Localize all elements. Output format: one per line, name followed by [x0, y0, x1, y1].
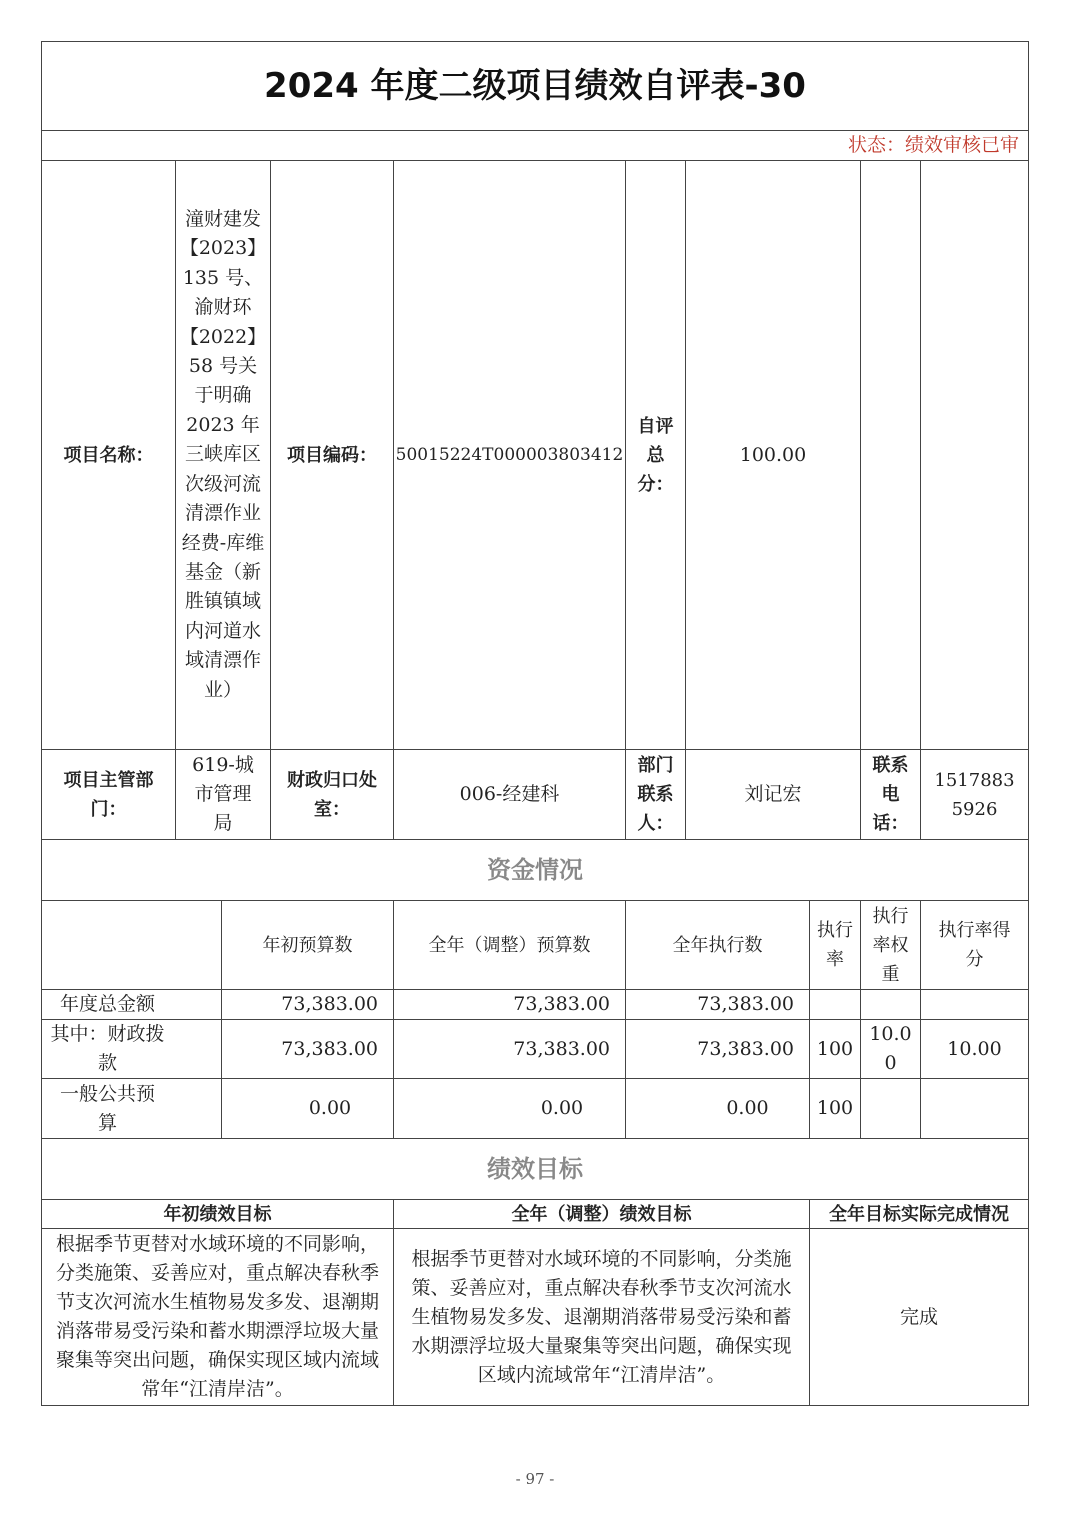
office-label: 财政归口处室：: [287, 769, 377, 820]
status-text: 状态：绩效审核已审: [847, 134, 1019, 156]
funds-row-score: [920, 1078, 1029, 1139]
funds-row-weight: [860, 1078, 921, 1139]
funds-row-initial: 0.00: [308, 1097, 352, 1119]
phone-value: 15178835926: [934, 769, 1015, 820]
funds-header-executed: 全年执行数: [672, 934, 763, 956]
funds-header-blank: [41, 900, 222, 990]
funds-row-score: 10.00: [947, 1037, 1002, 1060]
funds-row-weight: [860, 989, 921, 1020]
project-code-label: 项目编码：: [287, 444, 377, 466]
funds-row-rate: 100: [816, 1037, 854, 1060]
funds-section-title: 资金情况: [487, 855, 583, 884]
funds-row-executed: 73,383.00: [697, 1037, 794, 1060]
dept-value: 619-城市管理局: [192, 754, 254, 834]
funds-row-label: 年度总金额: [59, 993, 155, 1015]
funds-header-score: 执行率得分: [938, 920, 1011, 970]
goals-header-actual: 全年目标实际完成情况: [829, 1203, 1009, 1225]
funds-row-rate: [809, 989, 861, 1020]
cell-empty-a: [860, 160, 921, 750]
goals-header-adjusted: 全年（调整）绩效目标: [511, 1203, 692, 1225]
office-value: 006-经建科: [459, 783, 560, 805]
page-number: - 97 -: [515, 1469, 555, 1488]
funds-row-executed: 73,383.00: [697, 993, 794, 1015]
funds-row-rate: 100: [816, 1097, 854, 1119]
score-value: 100.00: [739, 443, 807, 466]
page-title: 2024 年度二级项目绩效自评表-30: [264, 65, 806, 106]
project-name-label: 项目名称：: [63, 444, 154, 466]
phone-label: 联系电话：: [872, 755, 909, 834]
funds-row-initial: 73,383.00: [281, 993, 378, 1015]
funds-row-adjusted: 0.00: [540, 1097, 584, 1119]
contact-label: 部门联系人：: [637, 755, 674, 834]
funds-row-score: [920, 989, 1029, 1020]
funds-header-initial: 年初预算数: [262, 934, 353, 956]
funds-header-adjusted: 全年（调整）预算数: [428, 934, 591, 956]
cell-empty-b: [920, 160, 1029, 750]
funds-row-label: 其中：财政拨款: [50, 1023, 165, 1074]
goals-actual-text: 完成: [899, 1305, 938, 1328]
funds-header-rate: 执行率: [817, 920, 853, 970]
funds-row-adjusted: 73,383.00: [513, 1037, 610, 1060]
project-name-value: 潼财建发【2023】135 号、渝财环【2022】58 号关于明确 2023 年三峡库区次级河流清漂作业经费-库维基金（新胜镇镇域内河道水域清漂作业）: [179, 208, 267, 701]
goals-section-title: 绩效目标: [487, 1154, 583, 1183]
goals-initial-text: 根据季节更替对水域环境的不同影响，分类施策、妥善应对，重点解决春秋季节支次河流水生植物易发多发、退潮期消落带易受污染和蓄水期漂浮垃圾大量聚集等突出问题，确保实现区域内流域常年“江清岸洁”。: [55, 1233, 379, 1400]
score-label: 自评总分：: [637, 415, 674, 495]
funds-header-weight: 执行率权重: [872, 905, 909, 985]
funds-row-weight: 10.00: [869, 1023, 912, 1074]
goals-adjusted-text: 根据季节更替对水域环境的不同影响，分类施策、妥善应对，重点解决春秋季节支次河流水生植物易发多发、退潮期消落带易受污染和蓄水期漂浮垃圾大量聚集等突出问题，确保实现区域内流域常年“江清岸洁”。: [411, 1247, 792, 1386]
funds-row-adjusted: 73,383.00: [513, 993, 610, 1015]
funds-row-executed: 0.00: [726, 1097, 769, 1119]
funds-row-initial: 73,383.00: [281, 1037, 378, 1060]
goals-header-initial: 年初绩效目标: [163, 1203, 272, 1225]
dept-label: 项目主管部门：: [63, 769, 154, 820]
funds-row-label: 一般公共预算: [59, 1082, 155, 1134]
contact-value: 刘记宏: [744, 783, 802, 805]
project-code-value: 50015224T000003803412: [395, 444, 624, 465]
